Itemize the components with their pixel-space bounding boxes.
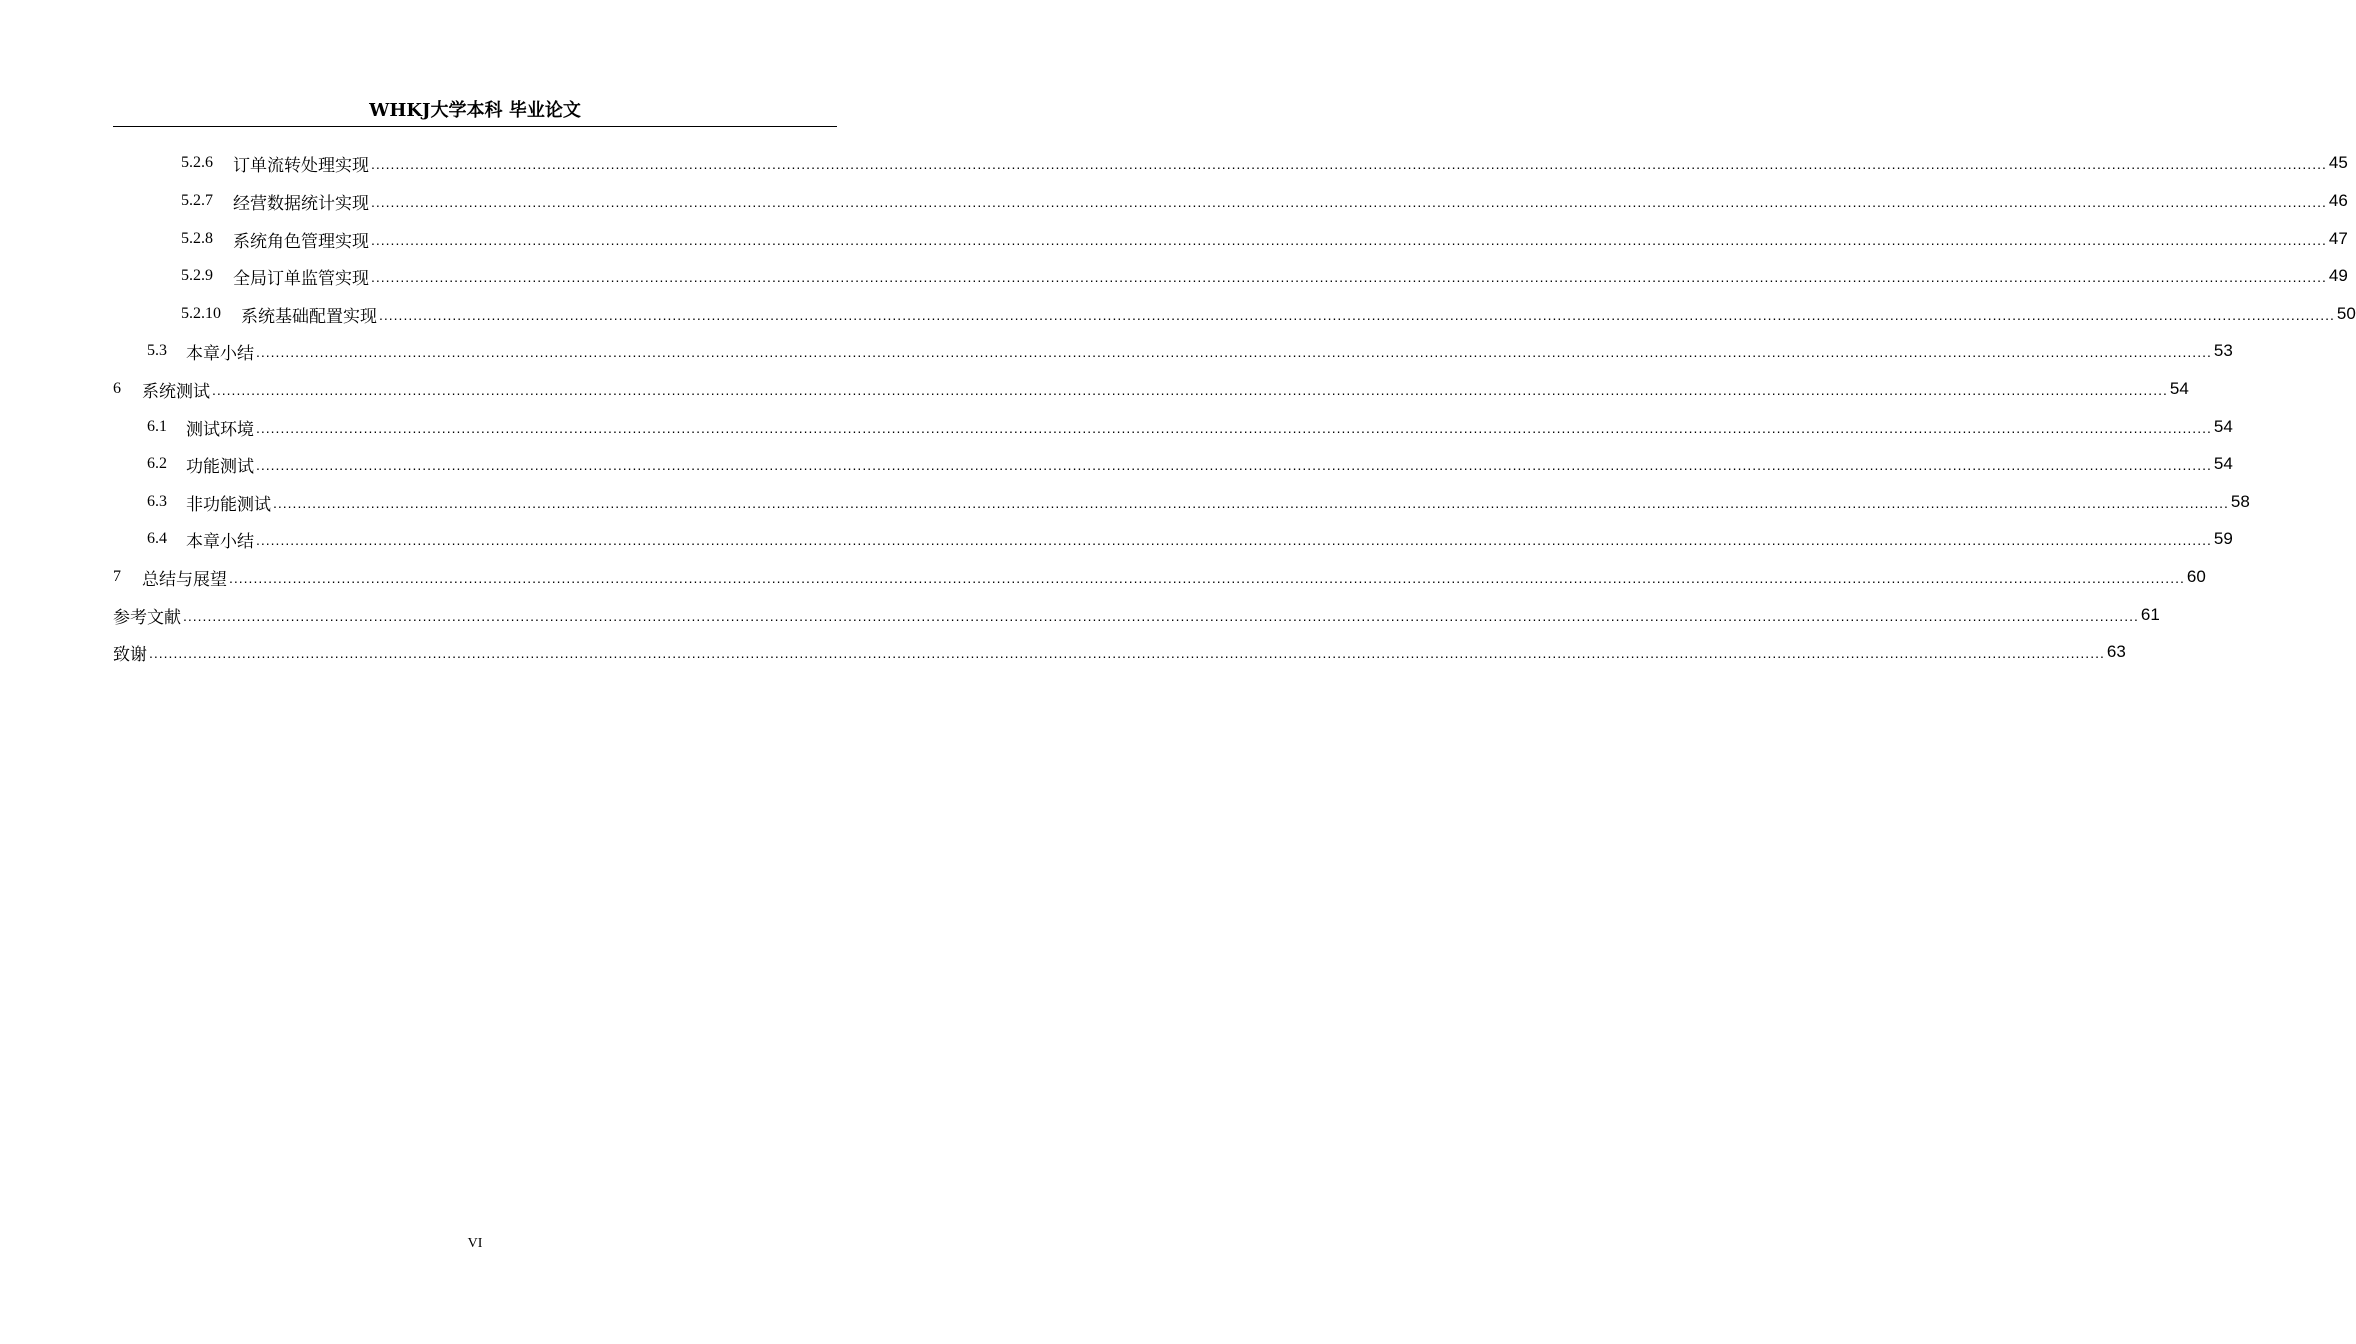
toc-entry-page: 53 <box>2213 341 2233 360</box>
toc-entry-number: 6.1 <box>147 418 167 435</box>
toc-entry-title: 系统角色管理实现 <box>233 231 369 252</box>
toc-entry[interactable] <box>113 521 2233 557</box>
toc-entry-title: 致谢 <box>113 644 147 665</box>
toc-entry-title: 功能测试 <box>186 456 254 477</box>
toc-entry-number: 5.2.9 <box>181 267 213 284</box>
toc-entry-title: 测试环境 <box>186 419 254 440</box>
toc-entry-title: 经营数据统计实现 <box>233 193 369 214</box>
toc-entry-title: 参考文献 <box>113 607 181 628</box>
toc-entry-title: 总结与展望 <box>142 569 227 590</box>
toc-entry-number: 5.2.10 <box>181 305 221 322</box>
toc-entry-number: 5.3 <box>147 342 167 359</box>
toc-entry-number: 5.2.8 <box>181 230 213 247</box>
toc-dot-leader: ................................................................................................................................................................................................................................................................................................................................................................................................................ <box>371 156 2327 172</box>
toc-dot-leader: ................................................................................................................................................................................................................................................................................................................................................................................................................ <box>273 495 2229 511</box>
toc-entry-title: 订单流转处理实现 <box>233 155 369 176</box>
toc-entry-page: 45 <box>2328 153 2348 172</box>
toc-entry-page: 49 <box>2328 266 2348 285</box>
toc-entry-title: 本章小结 <box>186 531 254 552</box>
toc-dot-leader: ................................................................................................................................................................................................................................................................................................................................................................................................................ <box>212 382 2168 398</box>
toc-entry-number: 7 <box>113 568 121 585</box>
toc-dot-leader: ................................................................................................................................................................................................................................................................................................................................................................................................................ <box>371 269 2327 285</box>
toc-entry-page: 54 <box>2213 417 2233 436</box>
toc-entry[interactable] <box>113 446 2233 482</box>
page-header-title: WHKJ大学本科 毕业论文 <box>369 100 581 121</box>
toc-dot-leader: ................................................................................................................................................................................................................................................................................................................................................................................................................ <box>256 344 2212 360</box>
toc-entry-page: 47 <box>2328 229 2348 248</box>
toc-dot-leader: ................................................................................................................................................................................................................................................................................................................................................................................................................ <box>229 570 2185 586</box>
toc-entry[interactable] <box>113 333 2233 369</box>
toc-dot-leader: ................................................................................................................................................................................................................................................................................................................................................................................................................ <box>256 532 2212 548</box>
toc-entry[interactable] <box>113 221 2348 257</box>
toc-entry-page: 46 <box>2328 191 2348 210</box>
toc-entry-page: 50 <box>2336 304 2356 323</box>
toc-dot-leader: ................................................................................................................................................................................................................................................................................................................................................................................................................ <box>371 194 2327 210</box>
toc-entry-number: 5.2.7 <box>181 192 213 209</box>
toc-entry[interactable] <box>113 559 2206 595</box>
toc-entry-number: 5.2.6 <box>181 154 213 171</box>
toc-dot-leader: ................................................................................................................................................................................................................................................................................................................................................................................................................ <box>183 608 2139 624</box>
toc-entry-number: 6.4 <box>147 530 167 547</box>
toc-entry[interactable] <box>113 484 2250 520</box>
toc-entry-page: 61 <box>2140 605 2160 624</box>
toc-dot-leader: ................................................................................................................................................................................................................................................................................................................................................................................................................ <box>256 420 2212 436</box>
toc-entry-page: 63 <box>2106 642 2126 661</box>
header-divider <box>113 126 837 127</box>
toc-entry[interactable] <box>113 296 2356 332</box>
toc-entry[interactable] <box>113 597 2160 633</box>
toc-entry-number: 6 <box>113 380 121 397</box>
toc-entry-title: 全局订单监管实现 <box>233 268 369 289</box>
toc-entry[interactable] <box>113 258 2348 294</box>
page-number: VI <box>467 1236 483 1251</box>
toc-dot-leader: ................................................................................................................................................................................................................................................................................................................................................................................................................ <box>149 645 2105 661</box>
toc-entry-number: 6.2 <box>147 455 167 472</box>
toc-dot-leader: ................................................................................................................................................................................................................................................................................................................................................................................................................ <box>371 232 2327 248</box>
toc-entry[interactable] <box>113 634 2126 670</box>
toc-entry-title: 系统测试 <box>142 381 210 402</box>
toc-entry-page: 58 <box>2230 492 2250 511</box>
toc-entry-page: 59 <box>2213 529 2233 548</box>
toc-entry[interactable] <box>113 183 2348 219</box>
toc-entry-title: 非功能测试 <box>186 494 271 515</box>
toc-dot-leader: ................................................................................................................................................................................................................................................................................................................................................................................................................ <box>379 307 2335 323</box>
toc-entry-page: 54 <box>2213 454 2233 473</box>
toc-entry[interactable] <box>113 145 2348 181</box>
toc-entry-title: 系统基础配置实现 <box>241 306 377 327</box>
toc-dot-leader: ................................................................................................................................................................................................................................................................................................................................................................................................................ <box>256 457 2212 473</box>
toc-entry-page: 54 <box>2169 379 2189 398</box>
toc-entry-title: 本章小结 <box>186 343 254 364</box>
toc-entry-page: 60 <box>2186 567 2206 586</box>
toc-entry-number: 6.3 <box>147 493 167 510</box>
toc-entry[interactable] <box>113 371 2189 407</box>
toc-entry[interactable] <box>113 409 2233 445</box>
